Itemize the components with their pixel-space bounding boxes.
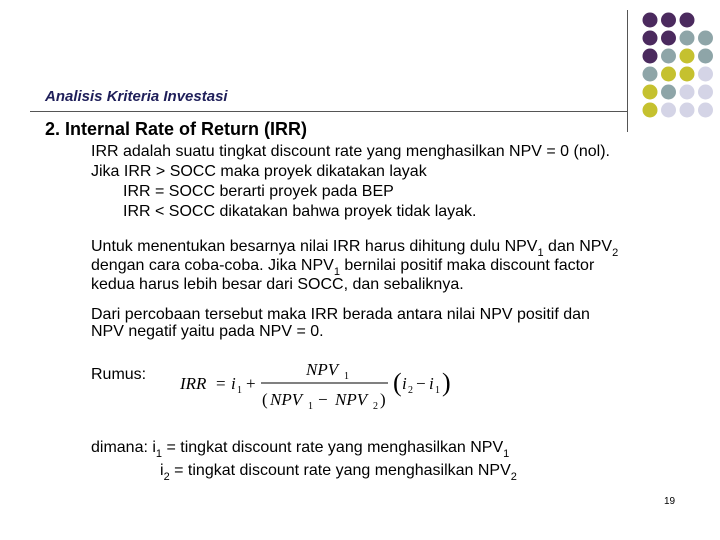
decorative-dot [643, 67, 658, 82]
decorative-dot [643, 49, 658, 64]
text-run: dimana: i [91, 439, 156, 456]
method-line: kedua harus lebih besar dari SOCC, dan sebaliknya. [91, 276, 464, 293]
criteria-line: IRR < SOCC dikatakan bahwa proyek tidak layak. [123, 203, 477, 220]
formula-sub: 2 [373, 401, 378, 412]
formula-plus: + [246, 374, 256, 393]
method-line [91, 257, 618, 276]
rumus-label: Rumus: [91, 366, 147, 383]
formula-lhs: IRR [180, 374, 207, 393]
vertical-rule [627, 10, 628, 132]
formula-paren: ( [262, 390, 268, 409]
text-run: dengan cara coba-coba. Jika NPV [91, 257, 334, 274]
formula-sub: 1 [237, 385, 242, 396]
formula-paren: ) [442, 368, 451, 397]
section-heading: 2. Internal Rate of Return (IRR) [45, 119, 308, 139]
decorative-dot [680, 31, 695, 46]
definition-i1 [91, 437, 517, 460]
conclusion-line: NPV negatif yaitu pada NPV = 0. [91, 323, 324, 340]
formula-i: i [402, 374, 407, 393]
conclusion-paragraph [91, 306, 590, 340]
slide-title: Analisis Kriteria Investasi [45, 88, 228, 105]
subscript: 1 [333, 266, 340, 278]
formula-i: i [429, 374, 434, 393]
variable-definitions [91, 437, 517, 483]
subscript: 1 [155, 448, 163, 460]
decorative-dot [661, 31, 676, 46]
decorative-dot [661, 103, 676, 118]
formula-npv: NPV [306, 360, 339, 379]
definition-line: IRR adalah suatu tingkat discount rate yang menghasilkan NPV = 0 (nol). [91, 143, 610, 160]
formula-sub: 1 [435, 385, 440, 396]
formula-minus: − [416, 374, 426, 393]
decorative-dot [698, 31, 713, 46]
definition-i2 [91, 460, 517, 483]
decorative-dot [680, 85, 695, 100]
decorative-dot [698, 103, 713, 118]
decorative-dot [661, 49, 676, 64]
decorative-dot [661, 85, 676, 100]
decorative-dot [698, 85, 713, 100]
decorative-dot [680, 67, 695, 82]
horizontal-rule [30, 111, 627, 112]
formula-sub: 2 [408, 385, 413, 396]
formula-eq: = [216, 374, 226, 393]
conclusion-line: Dari percobaan tersebut maka IRR berada antara nilai NPV positif dan [91, 306, 590, 323]
decorative-dot [680, 49, 695, 64]
criteria-line: IRR = SOCC berarti proyek pada BEP [123, 183, 394, 200]
decorative-dot [643, 103, 658, 118]
subscript: 2 [510, 471, 517, 483]
text-run: bernilai positif maka discount factor [339, 257, 595, 274]
decorative-dot [643, 13, 658, 28]
formula-minus: − [318, 390, 328, 409]
formula-paren: ( [393, 368, 402, 397]
decorative-dot [698, 67, 713, 82]
formula-sub: 1 [344, 371, 349, 382]
decorative-dot [661, 13, 676, 28]
decorative-dot [680, 13, 695, 28]
definition-paragraph [91, 142, 610, 222]
subscript: 2 [612, 247, 619, 259]
method-paragraph [91, 238, 618, 293]
subscript: 1 [537, 247, 544, 259]
method-line [91, 238, 618, 257]
decorative-dot [698, 49, 713, 64]
text-run: dan NPV [543, 238, 613, 255]
text-run: Untuk menentukan besarnya nilai IRR harus dihitung dulu NPV [91, 238, 538, 255]
irr-formula [178, 358, 458, 416]
decorative-dot-grid [641, 12, 717, 120]
decorative-dot [680, 103, 695, 118]
page-number: 19 [664, 496, 676, 507]
criteria-line: Jika IRR > SOCC maka proyek dikatakan layak [91, 163, 427, 180]
text-run: = tingkat discount rate yang menghasilkan NPV [162, 439, 504, 456]
decorative-dot [661, 67, 676, 82]
decorative-dot [643, 31, 658, 46]
subscript: 1 [503, 448, 510, 460]
formula-sub: 1 [308, 401, 313, 412]
formula-paren: ) [380, 390, 386, 409]
decorative-dot [643, 85, 658, 100]
text-run: i [160, 462, 164, 479]
text-run: = tingkat discount rate yang menghasilkan NPV [169, 462, 511, 479]
subscript: 2 [163, 471, 170, 483]
formula-npv: NPV [335, 390, 368, 409]
formula-npv: NPV [270, 390, 303, 409]
formula-i: i [231, 374, 236, 393]
